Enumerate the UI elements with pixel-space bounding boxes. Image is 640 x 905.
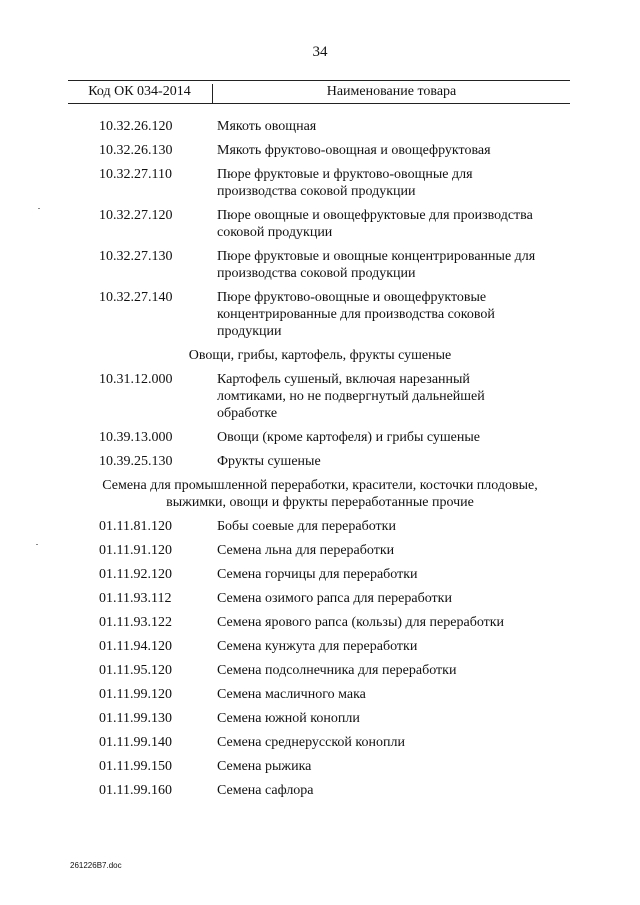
row-code: 10.32.27.130 xyxy=(99,249,173,264)
row-code: 01.11.93.112 xyxy=(99,591,172,606)
table-row xyxy=(0,782,640,799)
table-row xyxy=(0,248,640,282)
row-name: Семена озимого рапса для переработки xyxy=(217,591,452,606)
row-name: Семена рыжика xyxy=(217,759,312,774)
row-code: 01.11.92.120 xyxy=(99,567,172,582)
table-row xyxy=(0,614,640,631)
row-code: 01.11.99.150 xyxy=(99,759,172,774)
section-heading xyxy=(0,347,640,364)
row-code: 10.31.12.000 xyxy=(99,372,173,387)
row-name: Мякоть фруктово-овощная и овощефруктовая xyxy=(217,143,491,158)
row-name: Семена среднерусской конопли xyxy=(217,735,405,750)
row-name: Семена горчицы для переработки xyxy=(217,567,418,582)
row-code: 01.11.99.130 xyxy=(99,711,172,726)
table-row xyxy=(0,638,640,655)
footer-filename: 261226B7.doc xyxy=(70,861,122,870)
table-row xyxy=(0,734,640,751)
table-row xyxy=(0,542,640,559)
scan-speck xyxy=(38,208,40,209)
row-name: Пюре фруктовые и фруктово-овощные для производства соковой продукции xyxy=(217,167,473,199)
row-name: Пюре фруктово-овощные и овощефруктовые концентрированные для производства соковой продукции xyxy=(217,290,495,339)
section-heading-line: выжимки, овощи и фрукты переработанные прочие xyxy=(166,495,474,510)
row-name: Пюре овощные и овощефруктовые для производства соковой продукции xyxy=(217,208,533,240)
row-name: Семена кунжута для переработки xyxy=(217,639,418,654)
table-row xyxy=(0,566,640,583)
row-name: Пюре фруктовые и овощные концентрированные для производства соковой продукции xyxy=(217,249,536,281)
row-code: 01.11.99.160 xyxy=(99,783,172,798)
row-code: 01.11.93.122 xyxy=(99,615,172,630)
table-row xyxy=(0,758,640,775)
row-code: 10.32.26.120 xyxy=(99,119,173,134)
scan-speck xyxy=(36,544,38,545)
section-heading-line: Семена для промышленной переработки, красители, косточки плодовые, xyxy=(102,478,538,493)
table-row xyxy=(0,710,640,727)
row-name: Мякоть овощная xyxy=(217,119,317,134)
row-code: 01.11.81.120 xyxy=(99,519,172,534)
table-row xyxy=(0,662,640,679)
section-heading xyxy=(0,477,640,511)
table-row xyxy=(0,166,640,200)
page-number: 34 xyxy=(312,44,328,60)
row-name: Фрукты сушеные xyxy=(217,454,321,469)
row-code: 10.32.26.130 xyxy=(99,143,173,158)
row-name: Семена масличного мака xyxy=(217,687,366,702)
row-name: Семена льна для переработки xyxy=(217,543,395,558)
table-row xyxy=(0,207,640,241)
row-name: Семена южной конопли xyxy=(217,711,360,726)
section-heading-line: Овощи, грибы, картофель, фрукты сушеные xyxy=(188,348,452,363)
row-name: Семена ярового рапса (кользы) для переработки xyxy=(217,615,505,630)
row-code: 01.11.91.120 xyxy=(99,543,172,558)
product-table xyxy=(0,118,640,806)
table-row xyxy=(0,453,640,470)
table-row xyxy=(0,686,640,703)
table-row xyxy=(0,289,640,340)
row-name: Картофель сушеный, включая нарезанный ломтиками, но не подвергнутый дальнейшей обработке xyxy=(217,372,485,421)
header-code-label: Код ОК 034-2014 xyxy=(88,84,191,99)
row-name: Овощи (кроме картофеля) и грибы сушеные xyxy=(217,430,480,445)
row-code: 10.39.13.000 xyxy=(99,430,173,445)
table-row xyxy=(0,518,640,535)
table-row xyxy=(0,142,640,159)
table-header xyxy=(68,80,570,104)
row-name: Бобы соевые для переработки xyxy=(217,519,396,534)
table-row xyxy=(0,118,640,135)
row-code: 10.39.25.130 xyxy=(99,454,173,469)
row-name: Семена сафлора xyxy=(217,783,314,798)
row-code: 01.11.99.120 xyxy=(99,687,172,702)
row-code: 01.11.99.140 xyxy=(99,735,172,750)
row-code: 10.32.27.140 xyxy=(99,290,173,305)
header-name-label: Наименование товара xyxy=(326,84,457,99)
table-row xyxy=(0,429,640,446)
row-code: 01.11.95.120 xyxy=(99,663,172,678)
row-code: 10.32.27.110 xyxy=(99,167,172,182)
table-row xyxy=(0,590,640,607)
table-row xyxy=(0,371,640,422)
row-code: 01.11.94.120 xyxy=(99,639,172,654)
row-name: Семена подсолнечника для переработки xyxy=(217,663,457,678)
row-code: 10.32.27.120 xyxy=(99,208,173,223)
